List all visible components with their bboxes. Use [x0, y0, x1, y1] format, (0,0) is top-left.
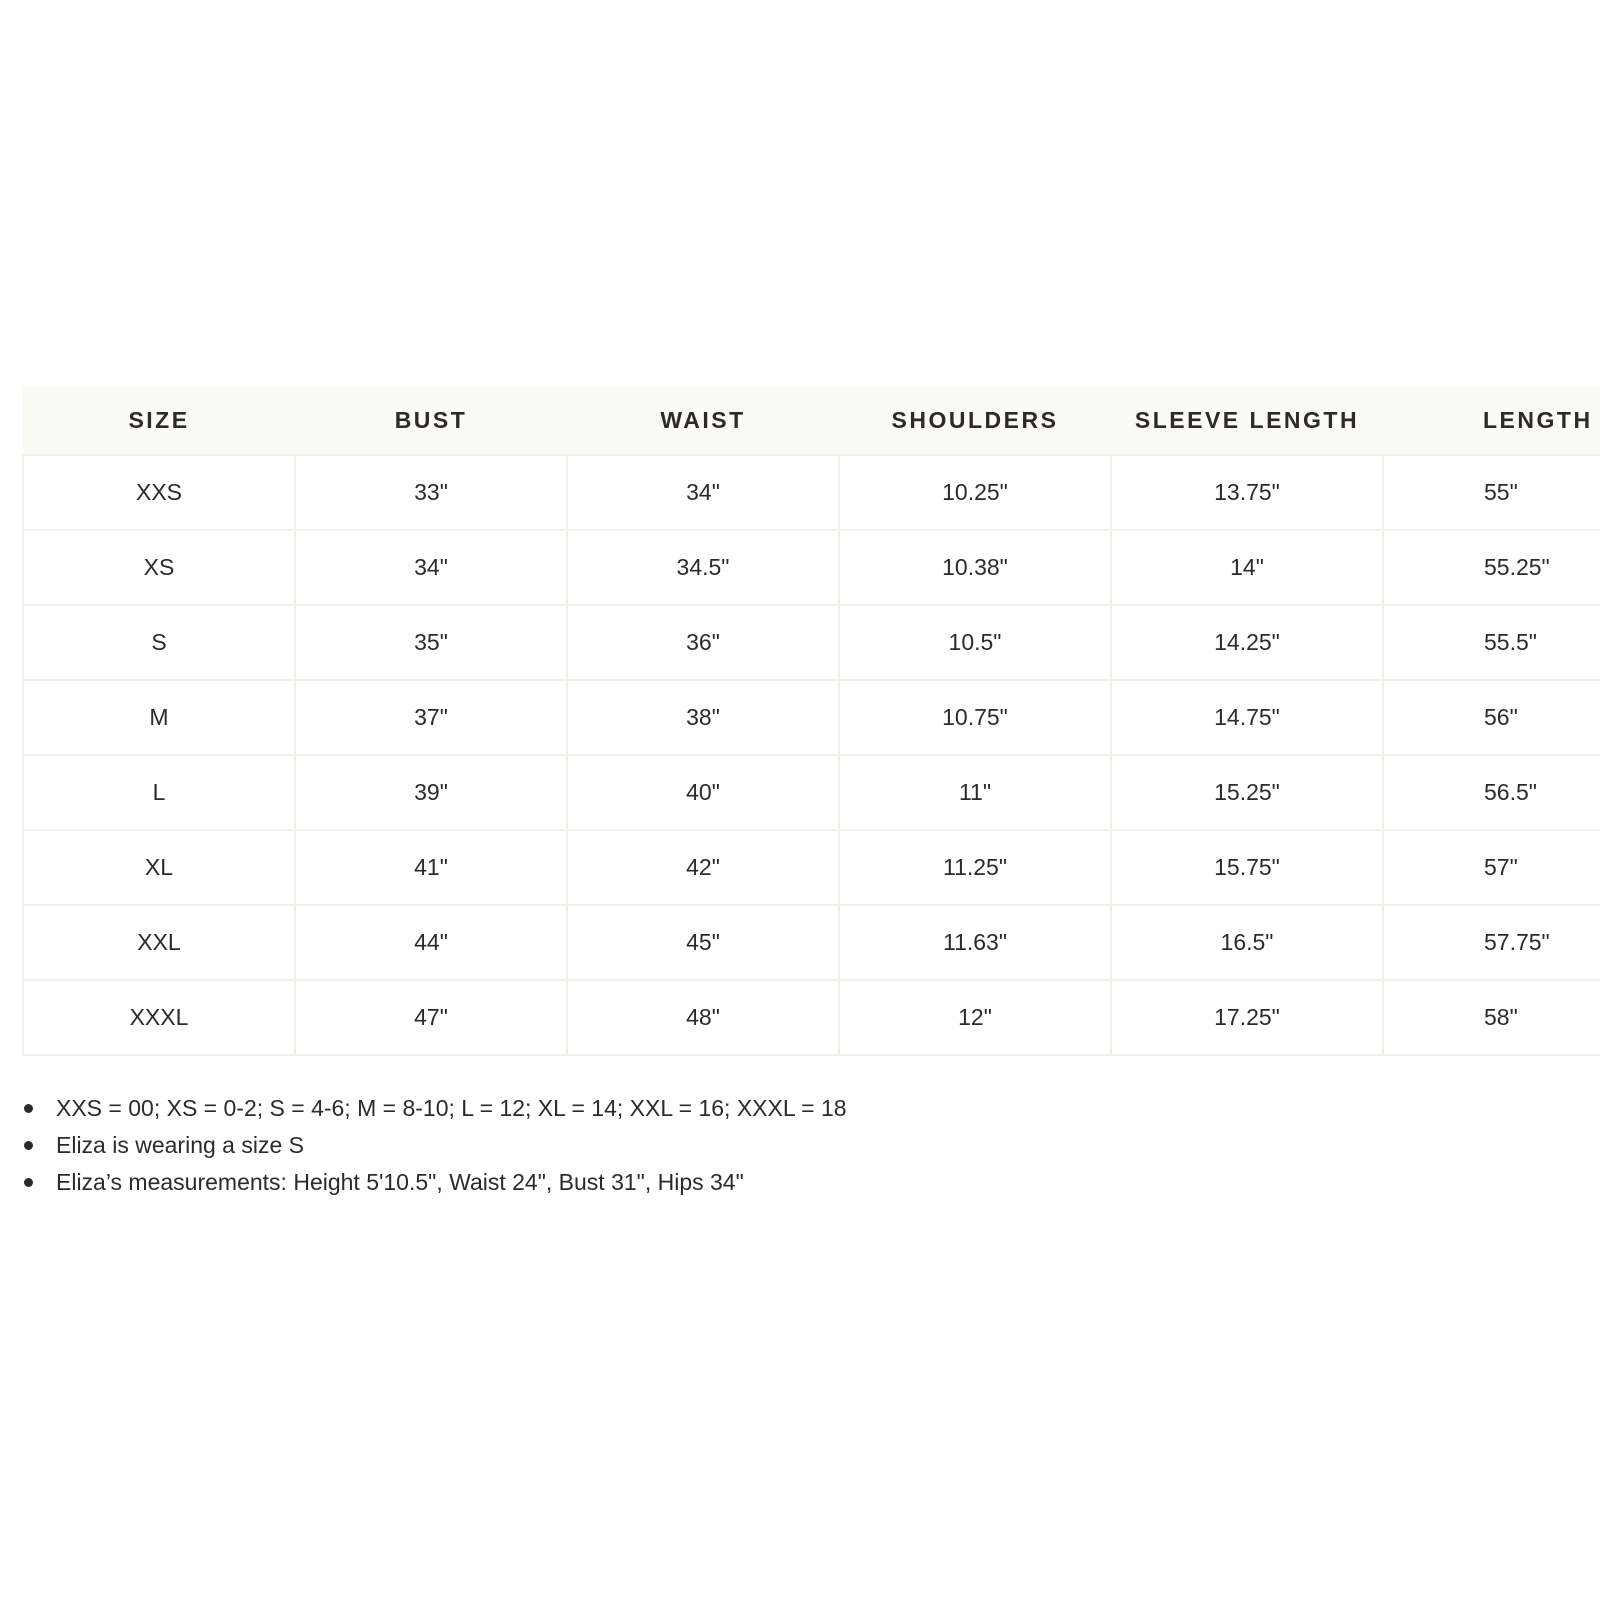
cell-sleeve-length: 17.25" [1111, 980, 1383, 1055]
cell-length: 57.75" [1383, 905, 1600, 980]
cell-shoulders: 12" [839, 980, 1111, 1055]
cell-length: 56" [1383, 680, 1600, 755]
cell-length: 57" [1383, 830, 1600, 905]
table-row [23, 605, 1600, 680]
cell-shoulders: 11.25" [839, 830, 1111, 905]
header-waist: WAIST [567, 386, 839, 455]
table-row [23, 455, 1600, 530]
cell-shoulders: 11" [839, 755, 1111, 830]
cell-shoulders: 10.5" [839, 605, 1111, 680]
cell-bust: 44" [295, 905, 567, 980]
cell-bust: 47" [295, 980, 567, 1055]
cell-size: S [23, 605, 295, 680]
cell-bust: 34" [295, 530, 567, 605]
cell-bust: 37" [295, 680, 567, 755]
note-model-size [22, 1127, 847, 1164]
cell-length: 58" [1383, 980, 1600, 1055]
table-row [23, 680, 1600, 755]
cell-sleeve-length: 14" [1111, 530, 1383, 605]
cell-sleeve-length: 14.75" [1111, 680, 1383, 755]
cell-sleeve-length: 14.25" [1111, 605, 1383, 680]
cell-sleeve-length: 13.75" [1111, 455, 1383, 530]
table-header-row [23, 386, 1600, 455]
size-notes-list [22, 1090, 847, 1201]
note-text: Eliza is wearing a size S [56, 1132, 304, 1158]
cell-waist: 42" [567, 830, 839, 905]
table-row [23, 830, 1600, 905]
note-model-measurements [22, 1164, 847, 1201]
note-size-conversion [22, 1090, 847, 1127]
header-length: LENGTH [1383, 386, 1600, 455]
note-text: XXS = 00; XS = 0-2; S = 4-6; M = 8-10; L = 12; XL = 14; XXL = 16; XXXL = 18 [56, 1095, 847, 1121]
cell-shoulders: 11.63" [839, 905, 1111, 980]
cell-sleeve-length: 15.25" [1111, 755, 1383, 830]
size-chart-table [22, 386, 1600, 1056]
cell-shoulders: 10.75" [839, 680, 1111, 755]
table-row [23, 530, 1600, 605]
cell-sleeve-length: 15.75" [1111, 830, 1383, 905]
cell-bust: 39" [295, 755, 567, 830]
table-row [23, 755, 1600, 830]
bullet-icon [24, 1178, 33, 1187]
cell-size: L [23, 755, 295, 830]
header-shoulders: SHOULDERS [839, 386, 1111, 455]
cell-bust: 35" [295, 605, 567, 680]
table-row [23, 905, 1600, 980]
cell-size: XXL [23, 905, 295, 980]
cell-length: 56.5" [1383, 755, 1600, 830]
cell-waist: 45" [567, 905, 839, 980]
cell-size: M [23, 680, 295, 755]
header-sleeve-length: SLEEVE LENGTH [1111, 386, 1383, 455]
cell-length: 55.5" [1383, 605, 1600, 680]
cell-bust: 33" [295, 455, 567, 530]
cell-waist: 40" [567, 755, 839, 830]
cell-bust: 41" [295, 830, 567, 905]
header-bust: BUST [295, 386, 567, 455]
cell-shoulders: 10.38" [839, 530, 1111, 605]
header-size: SIZE [23, 386, 295, 455]
bullet-icon [24, 1104, 33, 1113]
cell-sleeve-length: 16.5" [1111, 905, 1383, 980]
cell-waist: 48" [567, 980, 839, 1055]
cell-shoulders: 10.25" [839, 455, 1111, 530]
cell-length: 55" [1383, 455, 1600, 530]
bullet-icon [24, 1141, 33, 1150]
cell-size: XXS [23, 455, 295, 530]
cell-size: XL [23, 830, 295, 905]
cell-waist: 34" [567, 455, 839, 530]
cell-length: 55.25" [1383, 530, 1600, 605]
cell-waist: 38" [567, 680, 839, 755]
cell-waist: 34.5" [567, 530, 839, 605]
note-text: Eliza’s measurements: Height 5'10.5", Waist 24", Bust 31", Hips 34" [56, 1169, 744, 1195]
cell-waist: 36" [567, 605, 839, 680]
cell-size: XXXL [23, 980, 295, 1055]
table-row [23, 980, 1600, 1055]
cell-size: XS [23, 530, 295, 605]
